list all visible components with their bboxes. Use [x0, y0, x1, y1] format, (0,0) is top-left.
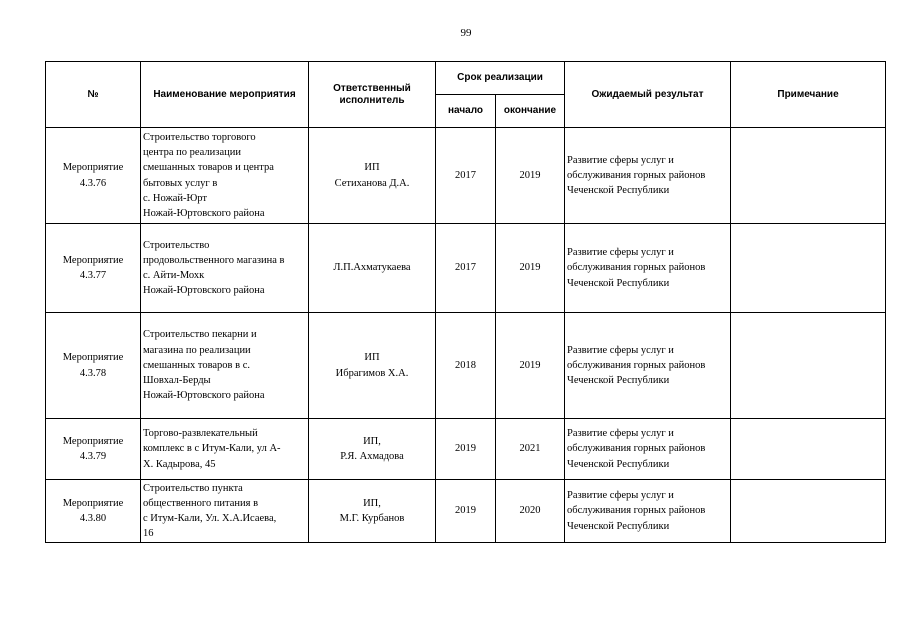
cell-num-line: 4.3.76 [79, 177, 107, 189]
header-result: Ожидаемый результат [565, 62, 731, 128]
cell-name-line: бытовых услуг в [143, 177, 218, 189]
cell-name-line: Ножай-Юртовского района [143, 207, 265, 219]
cell-executor-line: ИП, [363, 497, 381, 509]
cell-executor-line: Сетиханова Д.А. [334, 177, 410, 189]
cell-result-line: Чеченской Республики [567, 277, 670, 289]
cell-num-line: Мероприятие [62, 435, 124, 447]
cell-result-line: обслуживания горных районов [567, 443, 706, 455]
cell-result [565, 224, 731, 313]
cell-note [731, 128, 886, 224]
cell-result-line: Чеченской Республики [567, 185, 670, 197]
cell-name-line: магазина по реализации [143, 344, 251, 356]
cell-executor [309, 128, 436, 224]
cell-num [46, 313, 141, 419]
cell-result [565, 419, 731, 480]
cell-executor [309, 419, 436, 480]
cell-num-line: Мероприятие [62, 497, 124, 509]
cell-end: 2020 [496, 480, 565, 543]
cell-name-line: Шовхал-Берды [143, 375, 211, 387]
cell-executor-line: ИП [364, 352, 380, 364]
table-row [46, 480, 886, 543]
cell-end: 2021 [496, 419, 565, 480]
cell-end: 2019 [496, 313, 565, 419]
cell-name-line: с. Ножай-Юрт [143, 192, 208, 204]
measures-table [45, 61, 886, 543]
cell-executor-line: Ибрагимов Х.А. [335, 367, 409, 379]
header-executor [309, 62, 436, 128]
cell-num [46, 224, 141, 313]
cell-executor [309, 224, 436, 313]
cell-name-line: Ножай-Юртовского района [143, 285, 265, 297]
cell-num-line: 4.3.78 [79, 367, 107, 379]
header-start: начало [436, 95, 496, 128]
header-note: Примечание [731, 62, 886, 128]
cell-num-line: Мероприятие [62, 352, 124, 364]
cell-start: 2019 [436, 419, 496, 480]
cell-num-line: Мероприятие [62, 162, 124, 174]
cell-executor-line: М.Г. Курбанов [339, 513, 405, 524]
header-end: окончание [496, 95, 565, 128]
cell-result-line: обслуживания горных районов [567, 169, 706, 181]
cell-result-line: Чеченской Республики [567, 458, 670, 470]
cell-name-line: Ножай-Юртовского района [143, 390, 265, 402]
cell-result [565, 480, 731, 543]
cell-name-line: смешанных товаров и центра [143, 162, 274, 174]
cell-start: 2018 [436, 313, 496, 419]
table-row [46, 224, 886, 313]
cell-start: 2017 [436, 128, 496, 224]
cell-name-line: с Итум-Кали, Ул. Х.А.Исаева, [143, 513, 277, 524]
cell-note [731, 224, 886, 313]
cell-note [731, 419, 886, 480]
cell-result-line: Развитие сферы услуг и [567, 428, 674, 440]
header-num: № [46, 62, 141, 128]
cell-name-line: Х. Кадырова, 45 [143, 458, 216, 470]
cell-name-line: 16 [143, 528, 154, 540]
cell-note [731, 313, 886, 419]
cell-executor [309, 313, 436, 419]
cell-executor-line: ИП [364, 162, 380, 174]
cell-name [141, 224, 309, 313]
page-number: 99 [460, 27, 472, 39]
table-row [46, 128, 886, 224]
cell-executor-line: Р.Я. Ахмадова [340, 451, 404, 462]
cell-result-line: Чеченской Республики [567, 375, 670, 387]
cell-result-line: Развитие сферы услуг и [567, 490, 674, 502]
table-row [46, 313, 886, 419]
cell-name [141, 480, 309, 543]
cell-end: 2019 [496, 224, 565, 313]
header-executor-line: Ответственный [333, 82, 411, 94]
cell-name-line: центра по реализации [143, 147, 241, 159]
header-name: Наименование мероприятия [141, 62, 309, 128]
cell-name-line: общественного питания в [143, 497, 259, 509]
cell-note [731, 480, 886, 543]
cell-name-line: Строительство пункта [143, 482, 243, 494]
cell-result-line: Развитие сферы услуг и [567, 154, 674, 166]
cell-name-line: Торгово-развлекательный [143, 428, 258, 440]
header-row-top [46, 62, 886, 95]
cell-start: 2017 [436, 224, 496, 313]
cell-name-line: Строительство [143, 239, 210, 251]
cell-result [565, 313, 731, 419]
cell-start: 2019 [436, 480, 496, 543]
cell-name-line: Строительство торгового [143, 131, 256, 143]
cell-num [46, 128, 141, 224]
cell-name [141, 419, 309, 480]
cell-result [565, 128, 731, 224]
cell-result-line: обслуживания горных районов [567, 359, 706, 371]
cell-result-line: обслуживания горных районов [567, 505, 706, 517]
cell-num-line: Мероприятие [62, 254, 124, 266]
header-executor-line: исполнитель [339, 94, 405, 106]
header-term: Срок реализации [436, 62, 565, 95]
cell-name-line: смешанных товаров в с. [143, 359, 251, 371]
cell-result-line: Развитие сферы услуг и [567, 344, 674, 356]
cell-executor-line: Л.П.Ахматукаева [333, 262, 411, 274]
cell-num-line: 4.3.79 [79, 451, 107, 462]
cell-executor-line: ИП, [363, 435, 381, 447]
cell-result-line: Развитие сферы услуг и [567, 247, 674, 259]
cell-end: 2019 [496, 128, 565, 224]
cell-name-line: продовольственного магазина в [143, 254, 285, 266]
cell-name-line: Строительство пекарни и [143, 329, 257, 341]
cell-executor [309, 480, 436, 543]
cell-result-line: Чеченской Республики [567, 520, 670, 532]
cell-num [46, 480, 141, 543]
cell-num-line: 4.3.80 [79, 513, 107, 524]
cell-name-line: комплекс в с Итум-Кали, ул А- [143, 443, 281, 455]
table-row [46, 419, 886, 480]
cell-name [141, 313, 309, 419]
cell-num [46, 419, 141, 480]
cell-name [141, 128, 309, 224]
cell-name-line: с. Айти-Мохк [143, 270, 205, 281]
cell-result-line: обслуживания горных районов [567, 262, 706, 274]
cell-num-line: 4.3.77 [79, 270, 107, 281]
